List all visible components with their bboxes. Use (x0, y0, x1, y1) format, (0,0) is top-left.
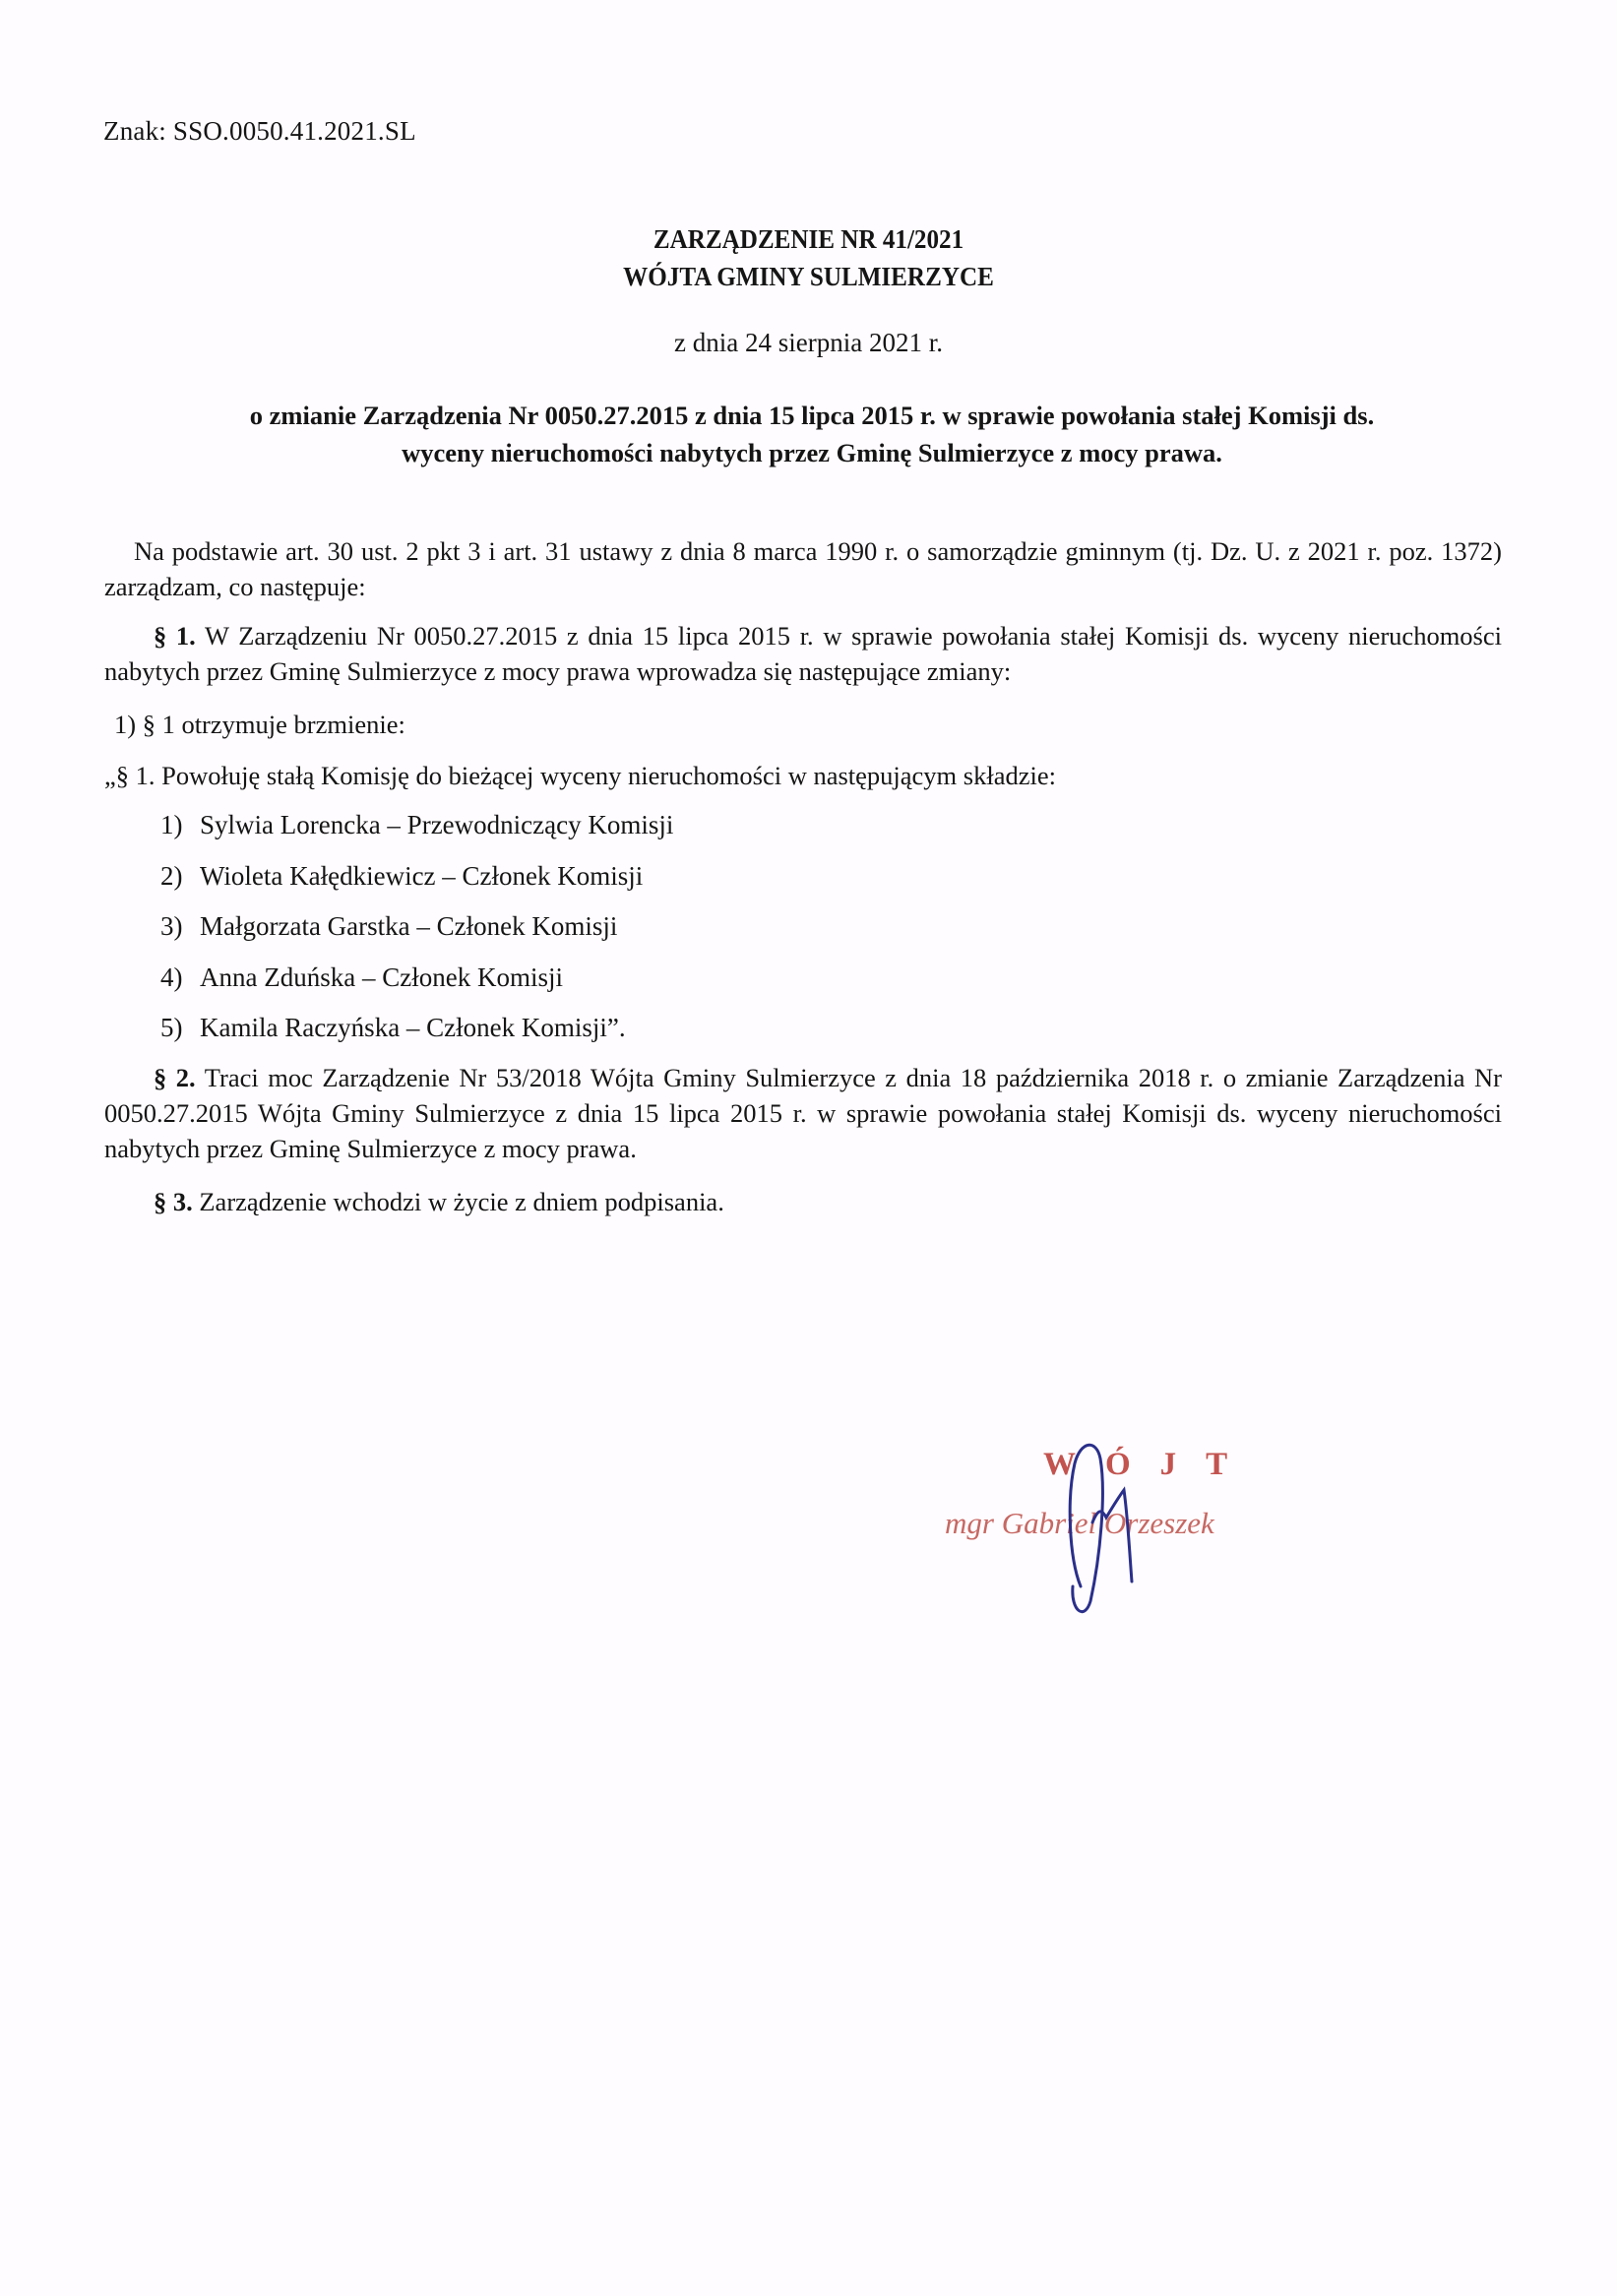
section-1-paragraph (104, 618, 1502, 689)
list-item: 4) Anna Zduńska – Członek Komisji (160, 962, 563, 992)
document-title (57, 220, 1561, 295)
document-subject (148, 397, 1476, 471)
subject-line-2: wyceny nieruchomości nabytych przez Gminę Sulmierzyce z mocy prawa. (402, 438, 1222, 467)
member-text: Sylwia Lorencka – Przewodniczący Komisji (200, 810, 674, 839)
subject-line-1: o zmianie Zarządzenia Nr 0050.27.2015 z dnia 15 lipca 2015 r. w sprawie powołania stałej Komisji ds. (249, 401, 1375, 430)
quoted-section-intro: „§ 1. Powołuję stałą Komisję do bieżącej wyceny nieruchomości w następującym składzie: (104, 761, 1056, 790)
section-1-marker: § 1. (154, 621, 196, 651)
stamp-name: mgr Gabriel Orzeszek (945, 1506, 1214, 1540)
member-text: Małgorzata Garstka – Członek Komisji (200, 911, 618, 941)
stamp-title: WÓJT (1043, 1447, 1258, 1482)
section-1-text: W Zarządzeniu Nr 0050.27.2015 z dnia 15 lipca 2015 r. w sprawie powołania stałej Komisji ds. wyceny nieruchomości nabytych przez Gminę Sulmierzyce z mocy prawa wprowadza się następujące zmiany: (104, 621, 1502, 686)
title-line-1: ZARZĄDZENIE NR 41/2021 (653, 224, 964, 254)
section-3-marker: § 3. (154, 1187, 193, 1216)
section-2-marker: § 2. (154, 1063, 196, 1092)
title-line-2: WÓJTA GMINY SULMIERZYCE (623, 262, 994, 291)
point-1: 1) § 1 otrzymuje brzmienie: (114, 710, 405, 739)
list-item: 5) Kamila Raczyńska – Członek Komisji”. (160, 1013, 626, 1042)
member-text: Anna Zduńska – Członek Komisji (200, 962, 563, 992)
section-3-paragraph (154, 1184, 1551, 1219)
handwritten-signature (1063, 1439, 1171, 1616)
document-date: z dnia 24 sierpnia 2021 r. (674, 328, 943, 357)
list-item: 2) Wioleta Kałędkiewicz – Członek Komisji (160, 860, 644, 891)
committee-members-list (160, 807, 673, 1061)
member-text: Wioleta Kałędkiewicz – Członek Komisji (200, 860, 644, 891)
section-3-text: Zarządzenie wchodzi w życie z dniem podpisania. (192, 1187, 724, 1216)
member-text: Kamila Raczyńska – Członek Komisji”. (200, 1013, 626, 1042)
section-2-paragraph (104, 1060, 1502, 1166)
list-item: 1) Sylwia Lorencka – Przewodniczący Komisji (160, 810, 674, 839)
reference-number: Znak: SSO.0050.41.2021.SL (103, 116, 416, 146)
legal-basis-paragraph: Na podstawie art. 30 ust. 2 pkt 3 i art. 31 ustawy z dnia 8 marca 1990 r. o samorządzie gminnym (tj. Dz. U. z 2021 r. poz. 1372) zarządzam, co następuje: (104, 536, 1502, 601)
section-2-text: Traci moc Zarządzenie Nr 53/2018 Wójta Gminy Sulmierzyce z dnia 18 października 2018 r. o zmianie Zarządzenia Nr 0050.27.2015 Wójta Gminy Sulmierzyce z dnia 15 lipca 2015 r. w sprawie powołania stałej Komisji ds. wyceny nieruchomości nabytych przez Gminę Sulmierzyce z mocy prawa. (104, 1063, 1502, 1163)
list-item: 3) Małgorzata Garstka – Członek Komisji (160, 911, 618, 941)
